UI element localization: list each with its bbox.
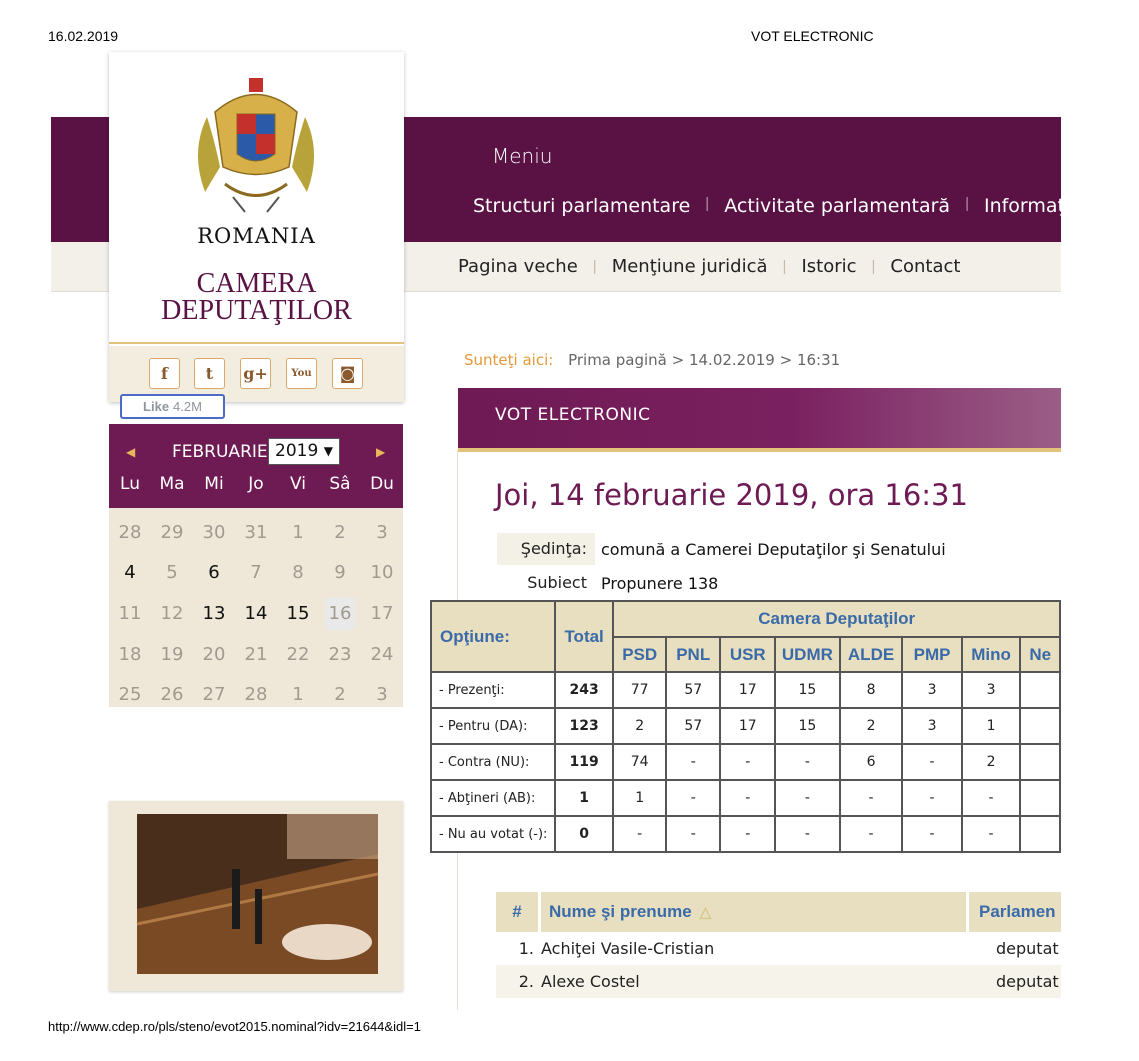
party-value-cell: 1 — [613, 780, 666, 816]
party-value-cell: 15 — [775, 672, 840, 708]
section-banner-title: VOT ELECTRONIC — [495, 405, 651, 425]
num-header[interactable]: # — [496, 892, 541, 932]
calendar-day[interactable]: 14 — [244, 602, 268, 624]
calendar-day: 27 — [202, 684, 226, 706]
party-value-cell — [1020, 780, 1060, 816]
row-number: 2. — [518, 972, 534, 991]
sub-nav — [458, 256, 960, 277]
row-total: 0 — [555, 816, 614, 852]
party-value-cell: 3 — [902, 708, 961, 744]
subnav-separator: | — [782, 258, 787, 275]
table-row — [431, 816, 1060, 852]
year-select[interactable] — [268, 438, 340, 465]
google-plus-icon[interactable]: g+ — [240, 358, 271, 389]
meta-row-sedinta — [497, 532, 946, 566]
menu-title[interactable]: Meniu — [492, 144, 553, 168]
party-value-cell: - — [902, 744, 961, 780]
calendar-day[interactable]: 6 — [208, 562, 220, 584]
party-value-cell: 17 — [720, 708, 775, 744]
calendar-day: 3 — [376, 521, 388, 543]
calendar-day: 28 — [118, 521, 142, 543]
calendar-day: 21 — [244, 643, 268, 665]
institution-name-line2: DEPUTAŢILOR — [161, 295, 352, 326]
calendar-grid — [109, 508, 403, 715]
calendar-day: 28 — [244, 684, 268, 706]
party-value-cell: - — [666, 816, 721, 852]
calendar-day: 25 — [118, 684, 142, 706]
youtube-icon[interactable]: You — [286, 358, 317, 389]
calendar-day: 9 — [334, 562, 346, 584]
party-header: ALDE — [840, 637, 903, 672]
party-value-cell: 2 — [613, 708, 666, 744]
calendar-day-name: Du — [370, 474, 394, 494]
party-value-cell: - — [840, 780, 903, 816]
total-header: Total — [555, 601, 614, 672]
table-row — [431, 708, 1060, 744]
meta-row-subiect — [497, 566, 946, 600]
name-header[interactable] — [541, 892, 969, 932]
facebook-icon[interactable]: f — [149, 358, 180, 389]
nominal-list — [496, 892, 1061, 998]
section-banner — [458, 388, 1061, 448]
list-item — [496, 965, 1061, 998]
calendar-day: 23 — [328, 643, 352, 665]
name-header-label: Nume şi prenume — [549, 902, 692, 921]
row-total: 243 — [555, 672, 614, 708]
parliamentarian-header[interactable]: Parlamen — [979, 902, 1056, 921]
calendar-day: 12 — [160, 602, 184, 624]
banner-rule — [458, 448, 1061, 452]
party-value-cell: - — [666, 744, 721, 780]
subnav-istoric[interactable]: Istoric — [801, 256, 857, 277]
party-value-cell: - — [775, 744, 840, 780]
subnav-pagina-veche[interactable]: Pagina veche — [458, 256, 578, 277]
institution-name-line1: CAMERA — [196, 268, 317, 299]
calendar-day: 5 — [166, 562, 178, 584]
calendar-day: 1 — [292, 684, 304, 706]
party-value-cell: - — [840, 816, 903, 852]
list-item — [496, 932, 1061, 965]
calendar-day-name: Vi — [290, 474, 306, 494]
table-row — [431, 780, 1060, 816]
row-name[interactable]: Alexe Costel — [541, 972, 640, 991]
calendar-day: 16 — [325, 597, 355, 630]
calendar-day-name: Mi — [204, 474, 224, 494]
calendar-day: 29 — [160, 521, 184, 543]
party-value-cell — [1020, 816, 1060, 852]
subnav-separator: | — [592, 258, 597, 275]
sort-ascending-icon: △ — [699, 904, 712, 921]
party-value-cell: 3 — [902, 672, 961, 708]
party-value-cell: 57 — [666, 708, 721, 744]
calendar-day-name: Ma — [159, 474, 185, 494]
table-row — [431, 672, 1060, 708]
row-label: - Nu au votat (-): — [431, 816, 555, 852]
logo-link[interactable] — [109, 52, 404, 344]
calendar-header — [109, 424, 403, 508]
vote-results-body — [431, 672, 1060, 852]
party-value-cell: 74 — [613, 744, 666, 780]
party-value-cell: - — [720, 744, 775, 780]
calendar-day[interactable]: 4 — [124, 562, 136, 584]
party-value-cell: 15 — [775, 708, 840, 744]
party-value-cell — [1020, 744, 1060, 780]
row-total: 119 — [555, 744, 614, 780]
breadcrumb — [464, 351, 840, 369]
meta-key: Subiect — [527, 573, 587, 592]
calendar-day-name: Sâ — [329, 474, 351, 494]
like-label: Like — [143, 399, 170, 414]
country-label: ROMANIA — [197, 224, 316, 248]
party-value-cell: 8 — [840, 672, 903, 708]
vote-meta — [497, 532, 946, 600]
calendar-day: 30 — [202, 521, 226, 543]
calendar-day: 17 — [370, 602, 394, 624]
calendar-day: 19 — [160, 643, 184, 665]
party-value-cell: 2 — [840, 708, 903, 744]
vote-results-table — [430, 600, 1061, 853]
party-value-cell — [1020, 708, 1060, 744]
party-value-cell: 2 — [962, 744, 1021, 780]
calendar-day: 1 — [292, 521, 304, 543]
calendar-day: 20 — [202, 643, 226, 665]
breadcrumb-label: Sunteţi aici: — [464, 351, 554, 369]
row-label: - Abţineri (AB): — [431, 780, 555, 816]
print-url: http://www.cdep.ro/pls/steno/evot2015.nominal?idv=21644&idl=1 — [48, 1019, 421, 1034]
subnav-separator: | — [871, 258, 876, 275]
calendar-day[interactable]: 13 — [202, 602, 226, 624]
institution-name — [109, 270, 404, 324]
calendar-day-name: Jo — [248, 474, 264, 494]
calendar-month: FEBRUARIE — [172, 442, 268, 462]
calendar-day: 11 — [118, 602, 142, 624]
party-value-cell: - — [962, 816, 1021, 852]
row-parliament: deputat — [996, 939, 1059, 958]
chevron-down-icon: ▼ — [323, 444, 333, 458]
calendar-day-name: Lu — [120, 474, 140, 494]
party-value-cell: 17 — [720, 672, 775, 708]
table-row — [431, 744, 1060, 780]
voting-desk-photo[interactable] — [137, 814, 378, 974]
nav-informatii-public[interactable]: Informaţii public — [983, 195, 1139, 217]
party-header: USR — [720, 637, 775, 672]
calendar-day-names — [109, 474, 403, 494]
calendar-day: 2 — [334, 684, 346, 706]
next-month-icon[interactable]: ▶ — [376, 445, 386, 459]
calendar-day: 24 — [370, 643, 394, 665]
row-label: - Contra (NU): — [431, 744, 555, 780]
party-value-cell: - — [613, 816, 666, 852]
party-value-cell: 1 — [962, 708, 1021, 744]
party-value-cell: 77 — [613, 672, 666, 708]
party-value-cell: - — [720, 816, 775, 852]
calendar-day: 26 — [160, 684, 184, 706]
like-count: 4.2M — [173, 399, 202, 414]
option-header: Opţiune: — [431, 601, 555, 672]
facebook-like-button[interactable] — [120, 394, 225, 419]
vote-heading: Joi, 14 februarie 2019, ora 16:31 — [495, 478, 968, 512]
photo-panel — [109, 801, 403, 991]
party-header: Mino — [962, 637, 1021, 672]
party-value-cell: 6 — [840, 744, 903, 780]
group-header: Camera Deputaţilor — [613, 601, 1060, 637]
calendar-day[interactable]: 15 — [286, 602, 310, 624]
instagram-icon[interactable]: ◙ — [332, 358, 363, 389]
year-select-value: 2019 — [275, 441, 319, 461]
subnav-contact[interactable]: Contact — [890, 256, 961, 277]
calendar-day: 2 — [334, 521, 346, 543]
nominal-list-header — [496, 892, 1061, 932]
meta-value: Propunere 138 — [601, 573, 719, 593]
party-header: UDMR — [775, 637, 840, 672]
row-number: 1. — [518, 939, 534, 958]
party-value-cell: - — [902, 780, 961, 816]
row-label: - Prezenţi: — [431, 672, 555, 708]
calendar-widget — [109, 424, 403, 707]
print-title: VOT ELECTRONIC — [751, 28, 874, 44]
nav-activitate-parlamentara[interactable]: Activitate parlamentară — [724, 195, 951, 217]
print-date: 16.02.2019 — [48, 28, 119, 44]
party-header: Ne — [1020, 637, 1060, 672]
party-value-cell — [1020, 672, 1060, 708]
party-value-cell: 57 — [666, 672, 721, 708]
meta-key: Şedinţa: — [497, 533, 595, 565]
logo-panel — [109, 52, 404, 402]
calendar-day: 8 — [292, 562, 304, 584]
row-total: 1 — [555, 780, 614, 816]
party-header: PSD — [613, 637, 666, 672]
breadcrumb-path[interactable]: Prima pagină > 14.02.2019 > 16:31 — [568, 351, 841, 369]
party-value-cell: - — [666, 780, 721, 816]
previous-month-icon[interactable]: ◀ — [126, 445, 136, 459]
party-value-cell: - — [775, 816, 840, 852]
party-value-cell: - — [962, 780, 1021, 816]
twitter-icon[interactable]: t — [194, 358, 225, 389]
meta-value: comună a Camerei Deputaţilor şi Senatului — [601, 539, 946, 559]
party-header: PNL — [666, 637, 721, 672]
row-label: - Pentru (DA): — [431, 708, 555, 744]
calendar-day: 18 — [118, 643, 142, 665]
party-value-cell: - — [720, 780, 775, 816]
row-name[interactable]: Achiţei Vasile-Cristian — [541, 939, 715, 958]
calendar-day: 31 — [244, 521, 268, 543]
coat-of-arms-icon — [185, 72, 327, 222]
nav-separator: | — [965, 195, 969, 212]
party-value-cell: - — [775, 780, 840, 816]
calendar-day: 22 — [286, 643, 310, 665]
party-value-cell: 3 — [962, 672, 1021, 708]
party-value-cell: - — [902, 816, 961, 852]
main-nav — [473, 195, 1139, 217]
nav-separator: | — [705, 195, 710, 212]
party-header: PMP — [902, 637, 961, 672]
calendar-day: 10 — [370, 562, 394, 584]
row-parliament: deputat — [996, 972, 1059, 991]
calendar-day: 3 — [376, 684, 388, 706]
calendar-day: 7 — [250, 562, 262, 584]
nav-structuri-parlamentare[interactable]: Structuri parlamentare — [473, 195, 691, 217]
row-total: 123 — [555, 708, 614, 744]
subnav-mentiune-juridica[interactable]: Menţiune juridică — [611, 256, 768, 277]
voting-desk-illustration — [137, 814, 378, 974]
